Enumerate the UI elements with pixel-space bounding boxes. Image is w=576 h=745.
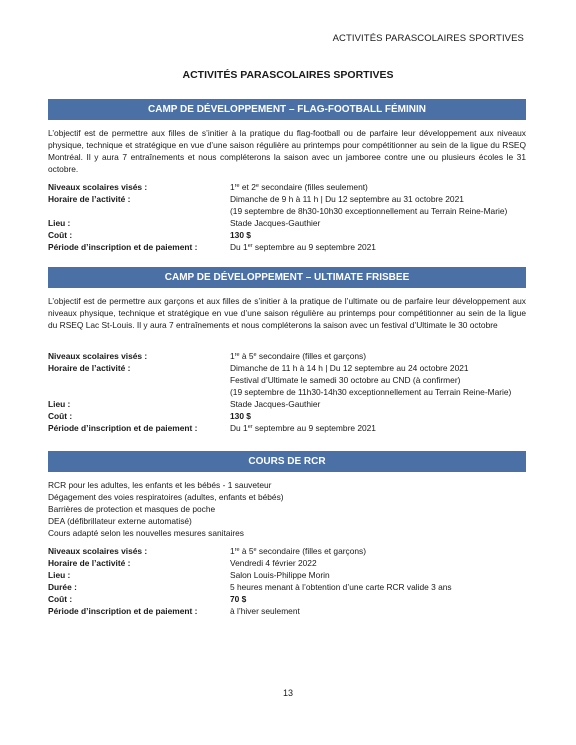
label-lieu: Lieu : bbox=[48, 570, 71, 580]
label-niveaux: Niveaux scolaires visés : bbox=[48, 182, 148, 192]
value-periode: à l’hiver seulement bbox=[230, 606, 300, 616]
info-row-cout bbox=[48, 229, 526, 241]
value-horaire-line-2: (19 septembre de 8h30-10h30 exceptionnellement au Terrain Reine-Marie) bbox=[230, 206, 508, 216]
section-description-ultimate: L’objectif est de permettre aux garçons et aux filles de s’initier à la pratique de l’ultimate ou de parfaire leur développement aux niveaux physique, technique et stratégique en vue d’une saison régulière au printemps pour compétitionner au sein de la ligue du RSEQ Lac St-Louis. Il y aura 7 entraînements et nous compléterons la saison avec un festival d’Ultimate le 30 octobre bbox=[48, 296, 526, 330]
section-banner-rcr: COURS DE RCR bbox=[48, 451, 526, 472]
label-periode: Période d’inscription et de paiement : bbox=[48, 606, 198, 616]
rcr-line: RCR pour les adultes, les enfants et les bébés - 1 sauveteur bbox=[48, 480, 272, 490]
value-horaire-line-1: Dimanche de 9 h à 11 h | Du 12 septembre au 31 octobre 2021 bbox=[230, 194, 464, 204]
label-periode: Période d’inscription et de paiement : bbox=[48, 242, 198, 252]
label-cout: Coût : bbox=[48, 411, 73, 421]
section-description-flag-football: L’objectif est de permettre aux filles de s’initier à la pratique du flag-football ou de parfaire leur développement aux niveaux physique, technique et stratégique en vue d’une saison régulière au printemps pour compétitionner au sein de la ligue du RSEQ Montréal. Il y aura 7 entraînements et nous compléterons la saison avec un jamboree contre une ou plusieurs écoles le 31 octobre. bbox=[48, 128, 526, 174]
info-row-niveaux bbox=[48, 181, 526, 193]
info-row-periode bbox=[48, 241, 526, 253]
value-niveaux: 1re à 5e secondaire (filles et garçons) bbox=[230, 546, 366, 556]
section-info-ultimate bbox=[48, 350, 526, 434]
value-horaire-line-3: (19 septembre de 11h30-14h30 exceptionnellement au Terrain Reine-Marie) bbox=[230, 387, 512, 397]
running-header: ACTIVITÉS PARASCOLAIRES SPORTIVES bbox=[332, 33, 524, 44]
rcr-line: DEA (défibrillateur externe automatisé) bbox=[48, 516, 192, 526]
value-horaire-line-2: Festival d’Ultimate le samedi 30 octobre au CND (à confirmer) bbox=[230, 375, 461, 385]
info-row-periode bbox=[48, 605, 526, 617]
value-cout: 130 $ bbox=[230, 230, 251, 240]
info-row-lieu bbox=[48, 217, 526, 229]
value-lieu: Salon Louis-Philippe Morin bbox=[230, 570, 330, 580]
info-row-horaire-cont bbox=[48, 205, 526, 217]
value-niveaux: 1re et 2e secondaire (filles seulement) bbox=[230, 182, 368, 192]
info-row-lieu bbox=[48, 398, 526, 410]
value-lieu: Stade Jacques-Gauthier bbox=[230, 399, 321, 409]
value-periode: Du 1er septembre au 9 septembre 2021 bbox=[230, 423, 376, 433]
info-row-cout bbox=[48, 410, 526, 422]
label-niveaux: Niveaux scolaires visés : bbox=[48, 546, 148, 556]
label-periode: Période d’inscription et de paiement : bbox=[48, 423, 198, 433]
label-horaire: Horaire de l’activité : bbox=[48, 363, 131, 373]
value-periode: Du 1er septembre au 9 septembre 2021 bbox=[230, 242, 376, 252]
info-row-niveaux bbox=[48, 545, 526, 557]
value-duree: 5 heures menant à l’obtention d’une carte RCR valide 3 ans bbox=[230, 582, 452, 592]
label-duree: Durée : bbox=[48, 582, 77, 592]
rcr-line: Cours adapté selon les nouvelles mesures sanitaires bbox=[48, 528, 244, 538]
label-cout: Coût : bbox=[48, 230, 73, 240]
info-row-horaire bbox=[48, 557, 526, 569]
info-row-lieu bbox=[48, 569, 526, 581]
info-row-niveaux bbox=[48, 350, 526, 362]
info-row-horaire-cont bbox=[48, 374, 526, 386]
label-niveaux: Niveaux scolaires visés : bbox=[48, 351, 148, 361]
info-row-horaire bbox=[48, 193, 526, 205]
info-row-horaire-cont bbox=[48, 386, 526, 398]
value-lieu: Stade Jacques-Gauthier bbox=[230, 218, 321, 228]
section-info-rcr bbox=[48, 545, 526, 617]
info-row-cout bbox=[48, 593, 526, 605]
section-banner-flag-football: CAMP DE DÉVELOPPEMENT – FLAG-FOOTBALL FÉMININ bbox=[48, 99, 526, 120]
rcr-line: Barrières de protection et masques de poche bbox=[48, 504, 216, 514]
value-horaire-line-1: Dimanche de 11 h à 14 h | Du 12 septembre au 24 octobre 2021 bbox=[230, 363, 469, 373]
info-row-horaire bbox=[48, 362, 526, 374]
label-horaire: Horaire de l’activité : bbox=[48, 558, 131, 568]
value-cout: 130 $ bbox=[230, 411, 251, 421]
label-horaire: Horaire de l’activité : bbox=[48, 194, 131, 204]
section-banner-ultimate: CAMP DE DÉVELOPPEMENT – ULTIMATE FRISBEE bbox=[48, 267, 526, 288]
rcr-line: Dégagement des voies respiratoires (adultes, enfants et bébés) bbox=[48, 492, 284, 502]
value-niveaux: 1re à 5e secondaire (filles et garçons) bbox=[230, 351, 366, 361]
value-cout: 70 $ bbox=[230, 594, 247, 604]
info-row-periode bbox=[48, 422, 526, 434]
value-horaire: Vendredi 4 février 2022 bbox=[230, 558, 317, 568]
section-info-flag-football bbox=[48, 181, 526, 253]
label-lieu: Lieu : bbox=[48, 399, 71, 409]
section-lines-rcr bbox=[48, 479, 526, 539]
page-title: ACTIVITÉS PARASCOLAIRES SPORTIVES bbox=[182, 69, 394, 81]
info-row-duree bbox=[48, 581, 526, 593]
label-cout: Coût : bbox=[48, 594, 73, 604]
label-lieu: Lieu : bbox=[48, 218, 71, 228]
page-number: 13 bbox=[282, 688, 293, 698]
